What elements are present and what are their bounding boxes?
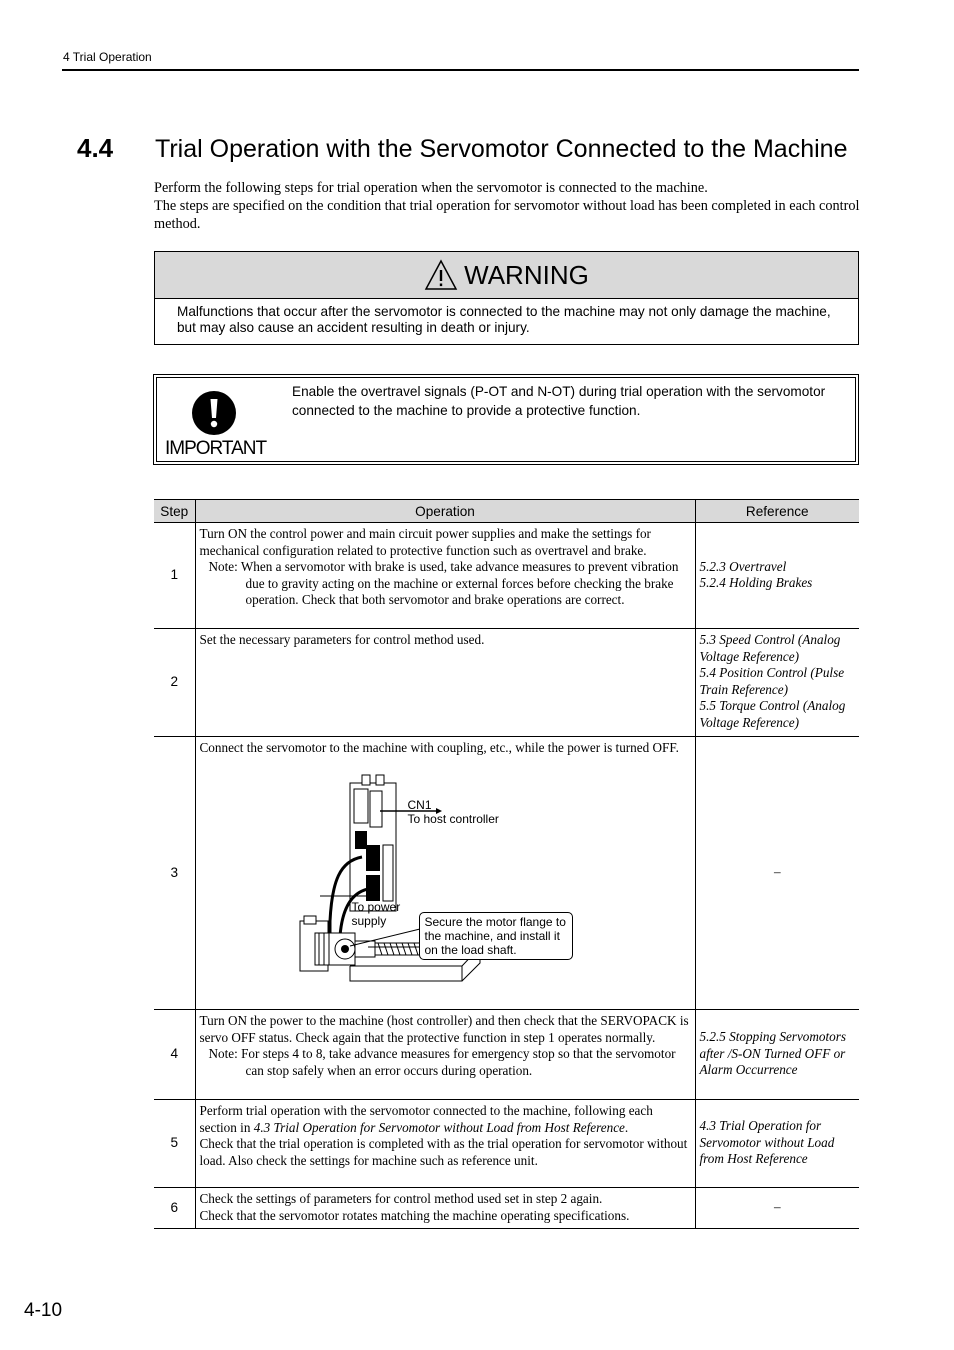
operation-text: Check that the servomotor rotates matching the machine operating specifications. [199, 1207, 630, 1223]
table-header-row [154, 500, 859, 523]
section-title: Trial Operation with the Servomotor Connected to the Machine [155, 135, 848, 163]
table-row [154, 1100, 859, 1188]
host-controller-label: To host controller [407, 811, 499, 826]
intro-text [154, 179, 860, 233]
operation-text-part: Perform trial operation with the servomotor connected to the machine, following each section in [199, 1103, 653, 1135]
operation-text: Check that the trial operation is completed with as the trial operation for servomotor without load. Also check the settings for machine such as reference unit. [199, 1136, 688, 1168]
step-number: 5 [154, 1100, 195, 1188]
reference-link[interactable]: 5.2.5 Stopping Servomotors after /S-ON Turned OFF or Alarm Occurrence [699, 1029, 847, 1078]
trial-operation-steps-table [154, 499, 859, 1229]
operation-text: Set the necessary parameters for control method used. [199, 632, 485, 647]
warning-triangle-icon [424, 258, 458, 292]
cn1-label: CN1 [407, 797, 432, 812]
operation-note: Note: When a servomotor with brake is used, take advance measures to prevent vibration due to gravity acting on the machine or external forces before checking the brake operation. Check that both servomotor and brake operations are correct. [208, 559, 679, 607]
warning-box [154, 251, 859, 345]
step-reference [695, 629, 859, 737]
step-number: 4 [154, 1010, 195, 1100]
step-reference [695, 1100, 859, 1188]
table-row [154, 737, 859, 1010]
step-operation [195, 629, 695, 737]
step-reference [695, 523, 859, 629]
step-operation [195, 737, 695, 1010]
table-row [154, 1188, 859, 1229]
step-reference [695, 1010, 859, 1100]
intro-paragraph: The steps are specified on the condition that trial operation for servomotor without load has been completed in each control method. [154, 198, 860, 232]
page-number: 4-10 [24, 1300, 63, 1321]
important-label: IMPORTANT [165, 438, 267, 459]
operation-note: Note: For steps 4 to 8, take advance measures for emergency stop so that the servomotor can stop safely when an error occurs during operation. [208, 1046, 676, 1078]
servomotor-connection-diagram [200, 771, 690, 986]
step-number: 6 [154, 1188, 195, 1229]
table-row [154, 1010, 859, 1100]
section-heading [77, 133, 877, 164]
step-operation [195, 1188, 695, 1229]
reference-link[interactable]: 5.3 Speed Control (Analog Voltage Reference) [699, 632, 841, 664]
reference-link[interactable]: 5.2.4 Holding Brakes [699, 575, 813, 590]
running-header: 4 Trial Operation [63, 50, 152, 64]
operation-text: Perform trial operation with the servomotor connected to the machine, following each section in 4.3 Trial Operation for Servomotor without Load from Host Reference. [199, 1103, 653, 1135]
reference-link[interactable]: 4.3 Trial Operation for Servomotor without Load from Host Reference [699, 1118, 835, 1167]
operation-text: Turn ON the power to the machine (host controller) and then check that the SERVOPACK is servo OFF status. Check again that the protective function in step 1 operates normally. [199, 1013, 689, 1045]
power-supply-label: To power supply [351, 899, 401, 928]
step-reference: – [695, 737, 859, 1010]
warning-header [155, 252, 858, 299]
step-operation [195, 1100, 695, 1188]
column-header-operation: Operation [195, 500, 695, 523]
operation-text: Turn ON the control power and main circuit power supplies and make the settings for mechanical configuration related to protective function such as overtravel and brake. [199, 526, 651, 558]
important-inner-frame [156, 377, 856, 462]
exclamation-circle-icon [191, 390, 237, 436]
step-number: 1 [154, 523, 195, 629]
inline-reference-link[interactable]: 4.3 Trial Operation for Servomotor without Load from Host Reference [253, 1119, 625, 1135]
step-reference: – [695, 1188, 859, 1229]
step-number: 2 [154, 629, 195, 737]
operation-text: Connect the servomotor to the machine with coupling, etc., while the power is turned OFF. [199, 740, 679, 755]
reference-link[interactable]: 5.2.3 Overtravel [699, 558, 787, 574]
warning-text: Malfunctions that occur after the servomotor is connected to the machine may not only damage the machine, but may also cause an accident resulting in death or injury. [177, 304, 831, 335]
column-header-reference: Reference [695, 500, 859, 523]
flange-callout: Secure the motor flange to the machine, and install it on the load shaft. [419, 912, 573, 960]
reference-link[interactable]: 5.5 Torque Control (Analog Voltage Reference) [699, 698, 846, 730]
operation-text: Check the settings of parameters for control method used set in step 2 again. [199, 1191, 603, 1206]
reference-link[interactable]: 5.4 Position Control (Pulse Train Reference) [699, 665, 845, 697]
step-number: 3 [154, 737, 195, 1010]
warning-title: WARNING [464, 259, 589, 290]
intro-paragraph: Perform the following steps for trial operation when the servomotor is connected to the machine. [154, 180, 708, 196]
table-row [154, 629, 859, 737]
step-operation [195, 523, 695, 629]
header-rule [62, 69, 859, 71]
important-box [153, 374, 859, 465]
column-header-step: Step [154, 500, 195, 523]
step-operation [195, 1010, 695, 1100]
important-text: Enable the overtravel signals (P-OT and N-OT) during trial operation with the servomotor connected to the machine to provide a protective function. [292, 384, 826, 418]
table-row [154, 523, 859, 629]
section-number: 4.4 [77, 133, 114, 163]
